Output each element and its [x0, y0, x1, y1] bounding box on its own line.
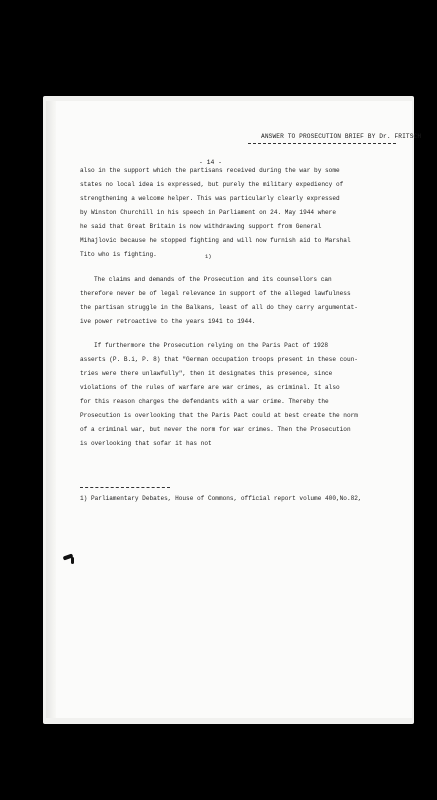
header-rule: [248, 143, 396, 144]
document-page: [46, 101, 422, 718]
footnote-marker: 1): [205, 254, 212, 260]
footnote-text: 1) Parliamentary Debates, House of Commons, official report volume 400,No.82,: [80, 495, 362, 502]
text-line: therefore never be of legal relevance in support of the alleged lawfulness: [80, 290, 351, 297]
text-line: strengthening a welcome helper. This was particularly clearly expressed: [80, 195, 340, 202]
text-line: Prosecution is overlooking that the Paris Pact could at best create the norm: [80, 412, 358, 419]
text-line: of a criminal war, but never the norm for war crimes. Then the Prosecution: [80, 426, 351, 433]
text-line: the partisan struggle in the Balkans, least of all do they carry argumentat-: [80, 304, 358, 311]
text-line: ive power retroactive to the years 1941 to 1944.: [80, 318, 256, 325]
text-line: tries were there unlawfully", then it designates this presence, since: [80, 370, 333, 377]
text-line: states no local idea is expressed, but purely the military expediency of: [80, 181, 344, 188]
page-number: - 14 -: [199, 159, 223, 166]
text-line: If furthermore the Prosecution relying on the Paris Pact of 1928: [94, 342, 329, 349]
footnote-rule: [80, 487, 170, 488]
text-line: also in the support which the partisans received during the war by some: [80, 167, 340, 174]
text-line: by Winston Churchill in his speech in Parliament on 24. May 1944 where: [80, 209, 336, 216]
ink-mark: [71, 557, 74, 564]
text-line: Mihajlovic because he stopped fighting and will now furnish aid to Marshal: [80, 237, 351, 244]
binding-strip: [46, 101, 56, 718]
text-line: is overlooking that sofar it has not: [80, 440, 212, 447]
text-line: The claims and demands of the Prosecution and its counsellors can: [94, 276, 332, 283]
text-line: Tito who is fighting.: [80, 251, 157, 258]
text-line: violations of the rules of warfare are war crimes, as criminal. It also: [80, 384, 340, 391]
text-line: for this reason charges the defendants with a war crime. Thereby the: [80, 398, 329, 405]
document-header: ANSWER TO PROSECUTION BRIEF BY Dr. FRITSCH: [261, 133, 422, 140]
text-line: he said that Great Britain is now withdrawing support from General: [80, 223, 322, 230]
text-line: asserts (P. B.i, P. 8) that "German occupation troops present in these coun-: [80, 356, 358, 363]
